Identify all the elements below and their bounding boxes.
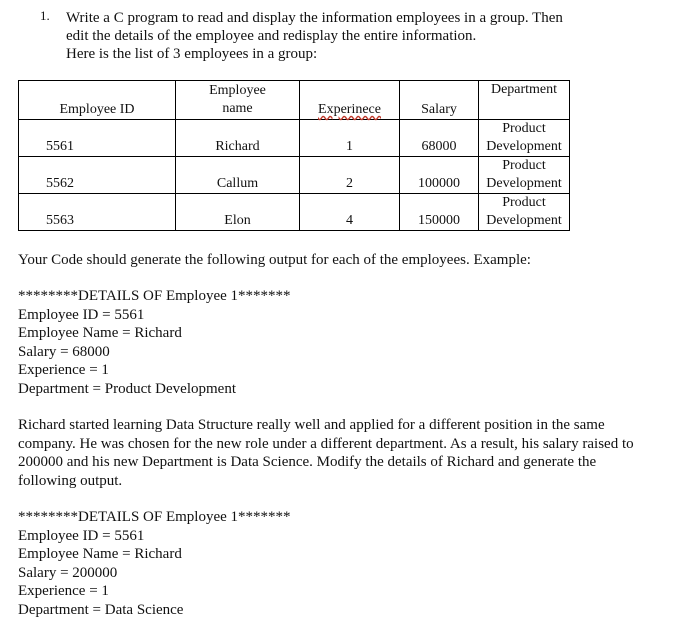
question-line-2: edit the details of the employee and redisplay the entire information.	[66, 28, 477, 44]
dept-line1: Product	[502, 158, 546, 173]
header-name-line1: Employee	[209, 83, 266, 98]
cell-name: Elon	[176, 194, 300, 231]
instruction-text: Your Code should generate the following output for each of the employees. Example:	[18, 252, 531, 268]
output-department: Department = Data Science	[18, 601, 184, 618]
table-row	[19, 120, 570, 157]
cell-department	[479, 157, 570, 194]
header-experience-text: Experinece	[318, 102, 381, 117]
output-salary: Salary = 68000	[18, 343, 110, 360]
output-salary: Salary = 200000	[18, 564, 118, 581]
question-number: 1.	[40, 8, 50, 23]
dept-line1: Product	[502, 121, 546, 136]
output-employee-name: Employee Name = Richard	[18, 325, 182, 341]
question-line-3: Here is the list of 3 employees in a group:	[66, 46, 318, 62]
header-department: Department	[479, 81, 570, 120]
cell-salary: 100000	[400, 157, 479, 194]
cell-name: Callum	[176, 157, 300, 194]
output-experience: Experience = 1	[18, 583, 109, 599]
table-row	[19, 157, 570, 194]
output-employee-id: Employee ID = 5561	[18, 527, 145, 544]
dept-line1: Product	[502, 195, 546, 210]
dept-line2: Development	[486, 176, 562, 191]
cell-salary: 68000	[400, 120, 479, 157]
cell-experience: 2	[300, 157, 400, 194]
question-line-1: Write a C program to read and display the information employees in a group. Then	[66, 10, 563, 26]
table-row	[19, 194, 570, 231]
cell-id: 5562	[19, 157, 176, 194]
output-header: ********DETAILS OF Employee 1*******	[18, 288, 291, 304]
dept-line2: Development	[486, 139, 562, 154]
output-header: ********DETAILS OF Employee 1*******	[18, 509, 291, 525]
employee-table	[18, 80, 570, 231]
output-department: Department = Product Development	[18, 380, 236, 397]
header-experience	[300, 81, 400, 120]
cell-department	[479, 120, 570, 157]
cell-id: 5561	[19, 120, 176, 157]
header-employee-name	[176, 81, 300, 120]
cell-department	[479, 194, 570, 231]
cell-salary: 150000	[400, 194, 479, 231]
output-experience: Experience = 1	[18, 362, 109, 378]
modification-paragraph: Richard started learning Data Structure really well and applied for a different position in the same company. He was chosen for the new role under a different department. As a result, his salary raised to 200000 and his new Department is Data Science. Modify the details of Richard and generate the following output.	[18, 417, 634, 489]
output-example-2	[18, 508, 291, 619]
cell-experience: 4	[300, 194, 400, 231]
output-employee-id: Employee ID = 5561	[18, 306, 145, 323]
output-example-1	[18, 287, 291, 398]
dept-line2: Development	[486, 213, 562, 228]
cell-id: 5563	[19, 194, 176, 231]
cell-experience: 1	[300, 120, 400, 157]
header-salary: Salary	[400, 81, 479, 120]
cell-name: Richard	[176, 120, 300, 157]
table-header-row	[19, 81, 570, 120]
header-employee-id: Employee ID	[19, 81, 176, 120]
header-name-line2: name	[222, 101, 253, 116]
output-employee-name: Employee Name = Richard	[18, 546, 182, 562]
